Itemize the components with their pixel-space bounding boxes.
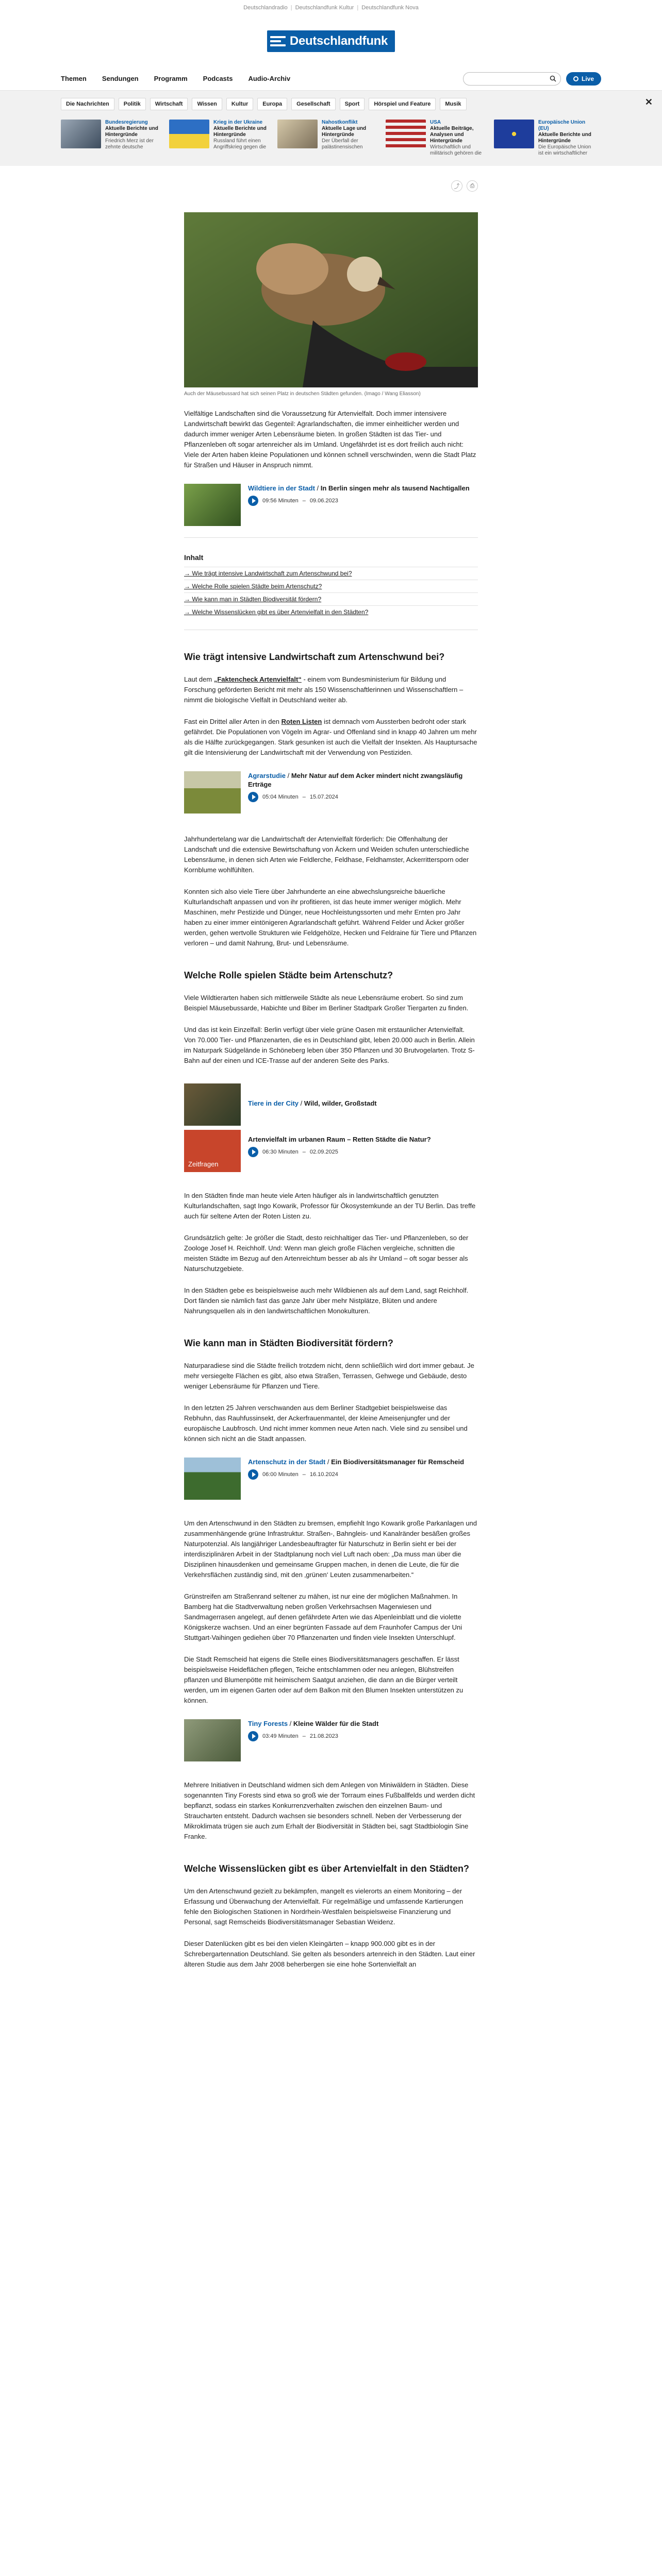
paragraph: In den letzten 25 Jahren verschwanden aus dem Berliner Stadtgebiet beispielsweise das Rebhuhn, das Rauhfussinsekt, der Ackerfrauenmantel, der kleine Ameisenjungfer und der europäische Laubfrosch. Und nicht immer kommen neue Arten nach. Viele sind zu sensibel und können sich nicht an die Stadt anpassen. [184,1404,468,1443]
audio-kicker: Tiere in der City [248,1099,299,1107]
topic-chip[interactable]: Politik [119,98,146,110]
teaser-text: Friedrich Merz ist der zehnte deutsche [105,138,154,150]
teaser-kicker: Europäische Union (EU) [538,120,586,131]
paragraph: In den Städten gebe es beispielsweise auch mehr Wildbienen als auf dem Land, sagt Reichholf. Dort fänden sie nämlich fast das ganze Jahr über mehr Nistplätze, Blüten und andere Nahrungsquellen als in den landwirtschaftlichen Monokulturen. [184,1286,469,1315]
audio-image [184,484,241,526]
audio-date: 02.09.2025 [309,1148,338,1155]
topic-chip[interactable]: Die Nachrichten [61,98,114,110]
audio-kicker: Tiny Forests [248,1720,288,1727]
teaser-image [494,120,534,148]
teaser-headline: Aktuelle Lage und Hintergründe [322,126,367,138]
nav-item-themen[interactable]: Themen [61,75,87,82]
audio-title: Mehr Natur auf dem Acker mindert nicht zwangsläufig Erträge [248,772,463,788]
toc-item[interactable]: → Wie trägt intensive Landwirtschaft zum Artenschwund bei? [184,567,478,580]
network-bar: Deutschlandradio | Deutschlandfunk Kultur | Deutschlandfunk Nova [243,5,419,11]
search-icon [550,75,556,82]
paragraph: Naturparadiese sind die Städte freilich trotzdem nicht, denn schließlich wird dort immer gebaut. Je mehr versiegelte Flächen es gibt, also etwa Straßen, Terrassen, Gehwege und Gebäude, desto weniger Lebensräume für Pflanzen und Tiere. [184,1362,474,1390]
faktencheck-link[interactable]: „Faktencheck Artenvielfalt“ [213,675,302,683]
audio-teaser[interactable]: Zeitfragen Artenvielfalt im urbanen Raum – Retten Städte die Natur? 06:30 Minuten – 02.09.2025 [184,1130,478,1172]
topic-chip[interactable]: Europa [257,98,287,110]
network-link-nova[interactable]: Deutschlandfunk Nova [361,5,419,11]
audio-kicker: Wildtiere in der Stadt [248,484,315,492]
live-button[interactable] [566,72,601,86]
paragraph: Laut dem „Faktencheck Artenvielfalt“ - einem vom Bundesministerium für Bildung und Forschung geförderten Bericht mit mehr als 150 Wissenschaftlerinnen und Wissenschaftlern – nimmt die biologische Vielfalt in Deutschland weiter ab. [184,675,464,704]
play-icon[interactable] [248,792,258,802]
nav-item-sendungen[interactable]: Sendungen [102,75,139,82]
audio-title: In Berlin singen mehr als tausend Nachtigallen [320,484,470,492]
paragraph: Mehrere Initiativen in Deutschland widmen sich dem Anlegen von Miniwäldern in Städten. Diese sogenannten Tiny Forests sind etwa so groß wie der Torraum eines Fußballfelds und werden dicht bepflanzt, sodass ein starkes Konkurrenzverhalten zwischen den einzelnen Baum- und Straucharten entsteht. Dadurch wachsen sie besonders schnell. Neben der Verbesserung der Mikroklimata trügen sie auch zum Erhalt der Biodiversität in Städten bei, sagt Stadtbiologin Sine Franke. [184,1781,475,1840]
teaser-text: Russland führt einen Angriffskrieg gegen die [213,138,267,150]
topic-chip[interactable]: Musik [440,98,466,110]
teaser-kicker: Bundesregierung [105,120,148,125]
toc-item[interactable]: → Welche Wissenslücken gibt es über Artenvielfalt in den Städten? [184,605,478,618]
paragraph: Jahrhundertelang war die Landwirtschaft der Artenvielfalt förderlich: Die Offenhaltung der Landschaft und die extensive Bewirtschaftung von Äckern und Weiden schufen unterschiedliche Lebensräume, in denen sich Arten wie Feldlerche, Feldhase, Feldhamster, Ackerrittersporn oder Kornblume wohlfühlten. [184,835,469,874]
print-icon[interactable]: ⎙ [467,180,478,192]
topic-teasers [0,110,662,157]
topic-chip[interactable]: Wissen [192,98,222,110]
audio-duration: 09:56 Minuten [262,497,299,504]
topic-chip[interactable]: Kultur [226,98,253,110]
audio-title: Artenvielfalt im urbanen Raum – Retten Städte die Natur? [248,1136,431,1143]
network-link-deutschlandradio[interactable]: Deutschlandradio [243,5,288,11]
audio-title: Kleine Wälder für die Stadt [293,1720,379,1727]
teaser-text: Wirtschaftlich und militärisch gehören die [430,144,482,156]
topic-chip[interactable]: Wirtschaft [150,98,188,110]
paragraph: Die Stadt Remscheid hat eigens die Stelle eines Biodiversitätsmanagers geschaffen. Er lässt beispielsweise Heideflächen pflegen, Teiche entschlammen oder neu anlegen, Blühstreifen pflanzen und Blumenpötte mit heimischem Saatgut anziehen, die dann an die Bürger verteilt werden, um im eigenen Garten oder auf dem Balkon mit den Blumen Insekten unterstützen zu können. [184,1655,464,1704]
hero-image [184,212,478,387]
audio-image [184,1458,241,1500]
teaser-ukraine[interactable] [169,120,272,157]
teaser-kicker: USA [430,120,441,125]
section-heading: Wie trägt intensive Landwirtschaft zum Artenschwund bei? [184,652,445,662]
paragraph: Grünstreifen am Straßenrand seltener zu mähen, ist nur eine der möglichen Maßnahmen. In Bamberg hat die Stadtverwaltung neben großen Verkehrsachsen Magerwiesen und Sandmagerrasen angelegt, auf denen gefährdete Arten wie das Alpenleinblatt und die violette Königskerze wachsen. Und an einer begrünten Fassade auf dem Fraunhofer Campus der Uni Stuttgart-Vaihingen gediehen über 70 Pflanzenarten und finden viele Insekten Unterschlupf. [184,1592,462,1641]
nav-item-podcasts[interactable]: Podcasts [203,75,233,82]
network-link-kultur[interactable]: Deutschlandfunk Kultur [295,5,354,11]
topic-panel [0,91,662,166]
live-label: Live [581,75,594,82]
paragraph: Und das ist kein Einzelfall: Berlin verfügt über viele grüne Oasen mit erstaunlicher Artenvielfalt. Von 70.000 Tier- und Pflanzenarten, die es in Deutschland gibt, leben 20.000 auch in Berlin. Allein im Naturpark Südgelände in Schöneberg leben über 350 Pflanzen und 30 Brutvogelarten. Trotz S-Bahn auf der einen und ICE-Trasse auf der anderen Seite des Parks. [184,1026,475,1064]
audio-title: Wild, wilder, Großstadt [304,1099,377,1107]
nav-item-audio-archiv[interactable]: Audio-Archiv [248,75,291,82]
teaser-headline: Aktuelle Berichte und Hintergründe [105,126,158,138]
paragraph: Dieser Datenlücken gibt es bei den vielen Kleingärten – knapp 900.000 gibt es in der Schrebergartennation Deutschland. Sie gelten als besonders artenreich in den Städten. Laut einer älteren Studie aus dem Jahr 2008 beherbergen sie eine hohe Sortenvielfalt an [184,1940,475,1968]
site-header [0,15,662,67]
audio-teaser[interactable]: Tiny Forests / Kleine Wälder für die Stadt 03:49 Minuten – 21.08.2023 [184,1719,478,1761]
paragraph: Viele Wildtierarten haben sich mittlerweile Städte als neue Lebensräume erobert. So sind zum Beispiel Mäusebussarde, Habichte und Biber im Berliner Stadtpark Großer Tiergarten zu finden. [184,994,469,1012]
teaser-kicker: Krieg in der Ukraine [213,120,263,125]
audio-date: 16.10.2024 [309,1471,338,1478]
audio-teaser[interactable]: Agrarstudie / Mehr Natur auf dem Acker mindert nicht zwangsläufig Erträge 05:04 Minuten – 15.07.2024 [184,771,478,814]
toc-item[interactable]: → Welche Rolle spielen Städte beim Artenschutz? [184,580,478,592]
audio-date: 21.08.2023 [309,1733,338,1739]
nav-item-programm[interactable]: Programm [154,75,188,82]
audio-teaser[interactable]: Wildtiere in der Stadt / In Berlin singen mehr als tausend Nachtigallen 09:56 Minuten – 09.06.2023 [184,484,478,526]
audio-date: 15.07.2024 [309,793,338,800]
paragraph: Um den Artenschwund gezielt zu bekämpfen, mangelt es vielerorts an einem Monitoring – der Erfassung und Überwachung der Artenvielfalt. Für regelmäßige und umfassende Kartierungen fehle den Biologischen Stationen in Nordrhein-Westfalen beispielsweise Finanzierung und Personal, sagt Remscheids Biodiversitätsmanager Sebastian Weidenz. [184,1887,464,1926]
paragraph: Grundsätzlich gelte: Je größer die Stadt, desto reichhaltiger das Tier- und Pflanzenleben, so der Zoologe Josef H. Reichholf. Und: Wenn man gleich große Flächen vergleiche, schnitten die meisten Städte im Bezug auf den Artenreichtum besser ab als ihr Umland – oft sogar besser als Naturschutzgebiete. [184,1234,469,1273]
topic-chip[interactable]: Sport [340,98,365,110]
rote-listen-link[interactable]: Roten Listen [281,718,322,725]
main-nav [0,67,662,91]
article [184,180,478,1970]
play-icon[interactable] [248,1731,258,1741]
toc-item[interactable]: → Wie kann man in Städten Biodiversität fördern? [184,592,478,605]
audio-duration: 05:04 Minuten [262,793,299,800]
image-caption: Auch der Mäusebussard hat sich seinen Platz in deutschen Städten gefunden. (Imago / Wang Eliasson) [184,391,421,397]
audio-kicker: Artenschutz in der Stadt [248,1458,326,1466]
buzzard-photo [184,212,478,387]
audio-duration: 06:30 Minuten [262,1148,299,1155]
teaser-eu[interactable] [494,120,597,157]
section-heading: Welche Rolle spielen Städte beim Artenschutz? [184,970,393,980]
section-heading: Welche Wissenslücken gibt es über Artenvielfalt in den Städten? [184,1863,469,1874]
section-heading: Wie kann man in Städten Biodiversität fördern? [184,1338,393,1348]
audio-date: 09.06.2023 [309,497,338,504]
teaser-image [169,120,209,148]
teaser-headline: Aktuelle Berichte und Hintergründe [538,132,591,144]
audio-duration: 03:49 Minuten [262,1733,299,1739]
paragraph: In den Städten finde man heute viele Arten häufiger als in landwirtschaftlich genutzten Kulturlandschaften, sagt Ingo Kowarik, Professor für Ökosystemkunde an der TU Berlin. Das treffe auch für seltene Arten der Roten Listen zu. [184,1192,476,1220]
paragraph: Um den Artenschwund in den Städten zu bremsen, empfiehlt Ingo Kowarik große Parkanlagen und zusammenhängende grüne Infrastruktur. Straßen-, Bahngleis- und Kanalränder besäßen großes Naturpotenzial. Als langjähriger Landesbeauftragter für Naturschutz in Berlin sieht er bei der interdisziplinären Arbeit in der Stadtplanung noch viel Luft nach oben: „Da muss man über die Disziplinen hinausdenken und gemeinsame Gruppen machen, in denen die Leute, die für die Verkehrsflächen zuständig sind, mit den ‚grünen‘ Leuten zusammenarbeiten.“ [184,1519,477,1579]
close-icon[interactable]: ✕ [644,97,653,107]
table-of-contents [184,553,478,618]
paragraph: Fast ein Drittel aller Arten in den Roten Listen ist demnach vom Aussterben bedroht oder stark gefährdet. Die Populationen von Vögeln im Agrar- und Offenland sind in knapp 40 Jahren um mehr als die Hälfte zurückgegangen. Stark gesunken ist auch die Vielfalt der Insekten. Als Hauptursache gilt die Intensivierung der Landwirtschaft mit der Verwendung von Pestiziden. [184,718,477,756]
play-icon[interactable] [248,1469,258,1480]
topic-chip[interactable]: Hörspiel und Feature [369,98,436,110]
teaser-image [61,120,101,148]
teaser-nahost[interactable] [277,120,380,157]
toc-title: Inhalt [184,553,204,562]
teaser-usa[interactable] [386,120,489,157]
brand-logo[interactable] [267,30,395,52]
live-icon [573,76,578,81]
teaser-kicker: Nahostkonflikt [322,120,358,125]
teaser-text: Der Überfall der palästinensischen [322,138,363,150]
zeitfragen-image [184,1130,241,1172]
logo-icon [270,33,286,49]
audio-duration: 06:00 Minuten [262,1471,299,1478]
audio-image [184,1083,241,1126]
teaser-image [277,120,318,148]
search-input[interactable] [463,72,561,86]
article-tools [184,180,478,192]
play-icon[interactable] [248,496,258,506]
teaser-image [386,120,426,148]
audio-title: Ein Biodiversitätsmanager für Remscheid [331,1458,465,1466]
brand-name: Deutschlandfunk [289,34,388,48]
teaser-headline: Aktuelle Berichte und Hintergründe [213,126,267,138]
teaser-text: Die Europäische Union ist ein wirtschaftlicher [538,144,591,156]
audio-kicker: Agrarstudie [248,772,286,779]
topic-chips [0,98,567,110]
topic-chip[interactable]: Gesellschaft [291,98,335,110]
paragraph: Konnten sich also viele Tiere über Jahrhunderte an eine abwechslungsreiche bäuerliche Kulturlandschaft anpassen und von ihr profitieren, ist das heute immer weniger möglich. Mehr Maschinen, mehr Pestizide und Dünger, neue Hochleistungssorten und mehr Ernten pro Jahr haben zu einer immer eintönigeren Agrarlandschaft geführt. Während Felder und Äcker größer werden, gehen wertvolle Strukturen wie Feldgehölze, Hecken und Feldraine für Tiere und Pflanzen verloren – und damit Nahrung, Brut- und Lebensräume. [184,888,477,947]
share-icon[interactable]: ⤴ [451,180,462,192]
teaser-headline: Aktuelle Beiträge, Analysen und Hintergründe [430,126,474,144]
audio-teaser[interactable]: Tiere in der City / Wild, wilder, Großstadt [184,1083,478,1126]
audio-image [184,771,241,814]
zeitfragen-label: Zeitfragen [188,1160,219,1168]
audio-image [184,1719,241,1761]
play-icon[interactable] [248,1147,258,1157]
paragraph: Vielfältige Landschaften sind die Voraussetzung für Artenvielfalt. Doch immer intensivere Landwirtschaft bewirkt das Gegenteil: Agrarlandschaften, die immer einheitlicher werden und dadurch immer weniger Arten Lebensräume bieten. In großen Städten ist das Tier- und Pflanzenleben oft sogar artenreicher als im Umland. Ungefährdet ist es dort freilich auch nicht: Viele der Arten haben kleine Populationen und können schnell verschwinden, wenn die Stadt Platz für Straßen und Häuser in Anspruch nimmt. [184,410,476,469]
teaser-bundesregierung[interactable] [61,120,164,157]
audio-teaser[interactable]: Artenschutz in der Stadt / Ein Biodiversitätsmanager für Remscheid 06:00 Minuten – 16.10.2024 [184,1458,478,1500]
